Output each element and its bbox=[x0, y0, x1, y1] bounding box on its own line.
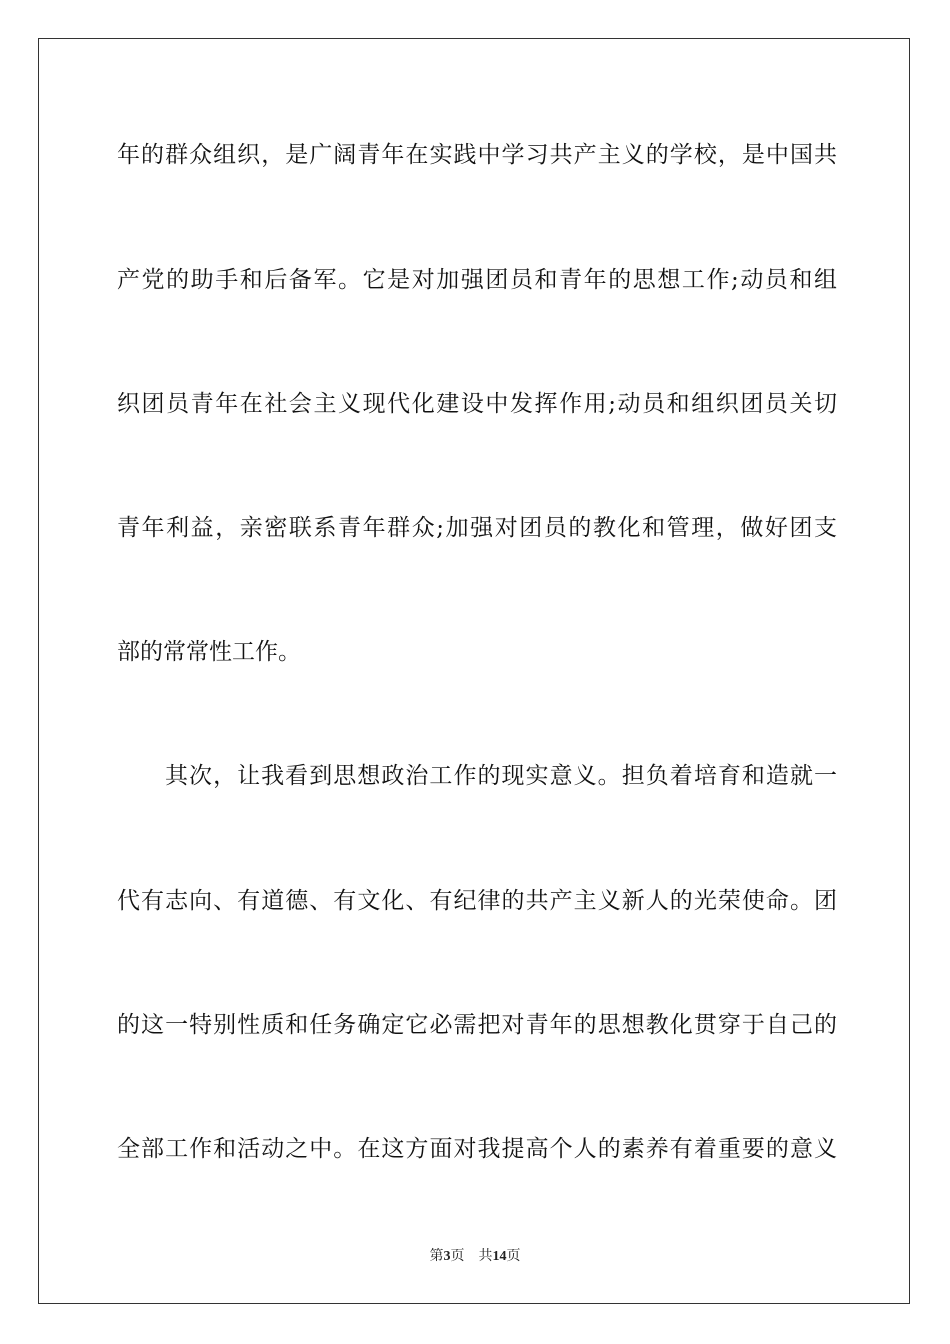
text-line-4: 青年利益，亲密联系青年群众;加强对团员的教化和管理，做好团支 bbox=[117, 515, 837, 541]
page-prefix: 第 bbox=[429, 1249, 444, 1264]
text-line-1: 年的群众组织，是广阔青年在实践中学习共产主义的学校，是中国共 bbox=[117, 142, 837, 168]
text-line-3: 织团员青年在社会主义现代化建设中发挥作用;动员和组织团员关切 bbox=[117, 391, 837, 417]
text-line-5: 部的常常性工作。 bbox=[117, 639, 301, 665]
text-line-9: 全部工作和活动之中。在这方面对我提高个人的素养有着重要的意义 bbox=[117, 1136, 837, 1162]
page-number: 3 bbox=[443, 1249, 451, 1264]
text-line-2: 产党的助手和后备军。它是对加强团员和青年的思想工作;动员和组 bbox=[117, 267, 837, 293]
total-prefix: 共 bbox=[478, 1249, 493, 1264]
page-footer bbox=[39, 1247, 911, 1267]
page-suffix: 页 bbox=[450, 1249, 465, 1264]
total-suffix: 页 bbox=[506, 1249, 521, 1264]
total-pages: 14 bbox=[492, 1249, 507, 1264]
text-line-8: 的这一特别性质和任务确定它必需把对青年的思想教化贯穿于自己的 bbox=[117, 1012, 837, 1038]
text-line-6: 其次，让我看到思想政治工作的现实意义。担负着培育和造就一 bbox=[165, 763, 837, 789]
text-line-7: 代有志向、有道德、有文化、有纪律的共产主义新人的光荣使命。团 bbox=[117, 888, 837, 914]
page-frame bbox=[38, 38, 910, 1304]
